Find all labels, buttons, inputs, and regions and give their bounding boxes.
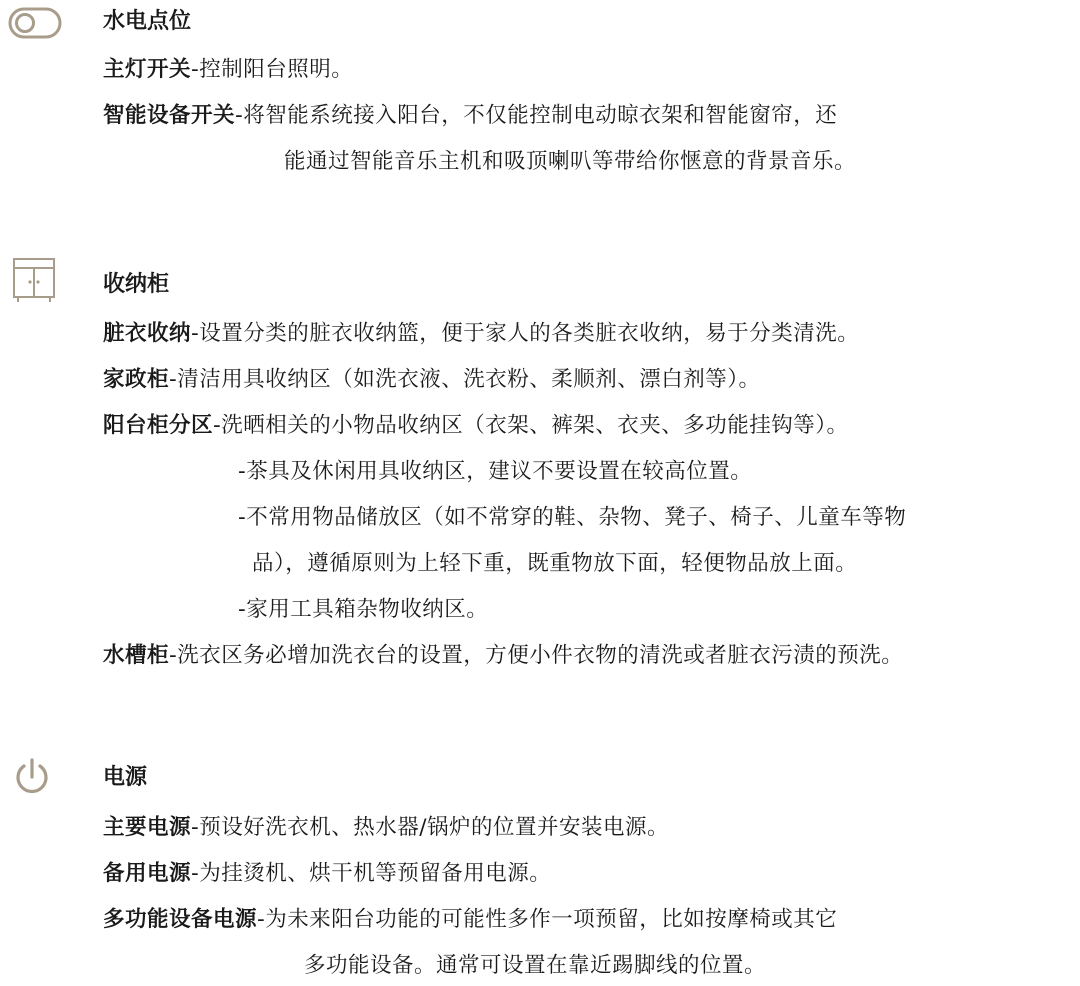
toggle-switch-icon xyxy=(8,7,62,43)
list-item xyxy=(103,365,761,395)
item-label: 脏衣收纳 xyxy=(103,321,192,346)
item-text: -控制阳台照明。 xyxy=(191,57,354,82)
list-item xyxy=(103,641,903,671)
sub-item-continuation: 品），遵循原则为上轻下重，既重物放下面，轻便物品放上面。 xyxy=(252,551,858,576)
item-text: -设置分类的脏衣收纳篮，便于家人的各类脏衣收纳，易于分类清洗。 xyxy=(191,321,860,346)
sub-item: -茶具及休闲用具收纳区，建议不要设置在较高位置。 xyxy=(238,459,753,484)
section-title: 电源 xyxy=(103,765,148,790)
item-text: -洗衣区务必增加洗衣台的设置，方便小件衣物的清洗或者脏衣污渍的预洗。 xyxy=(169,643,904,668)
item-label: 多功能设备电源 xyxy=(103,907,258,932)
item-label: 智能设备开关 xyxy=(103,103,236,128)
item-label: 主灯开关 xyxy=(103,57,192,82)
item-continuation: 多功能设备。通常可设置在靠近踢脚线的位置。 xyxy=(304,953,767,978)
list-item xyxy=(103,411,849,441)
item-continuation: 能通过智能音乐主机和吸顶喇叭等带给你惬意的背景音乐。 xyxy=(284,149,857,174)
list-item xyxy=(103,55,353,85)
section-title: 水电点位 xyxy=(103,9,192,34)
item-label: 水槽柜 xyxy=(103,643,170,668)
item-label: 阳台柜分区 xyxy=(103,413,214,438)
item-text: -为挂烫机、烘干机等预留备用电源。 xyxy=(191,861,552,886)
item-label: 家政柜 xyxy=(103,367,170,392)
list-item xyxy=(103,319,859,349)
list-item xyxy=(103,905,837,935)
list-item xyxy=(103,859,551,889)
power-icon xyxy=(12,757,52,801)
sub-item: -不常用物品储放区（如不常穿的鞋、杂物、凳子、椅子、儿童车等物 xyxy=(238,505,907,530)
list-item xyxy=(103,101,837,131)
section-title: 收纳柜 xyxy=(103,272,170,297)
item-text: -洗晒相关的小物品收纳区（衣架、裤架、衣夹、多功能挂钩等）。 xyxy=(213,413,849,438)
item-text: -预设好洗衣机、热水器/锅炉的位置并安装电源。 xyxy=(191,815,670,840)
item-label: 备用电源 xyxy=(103,861,192,886)
item-text: -清洁用具收纳区（如洗衣液、洗衣粉、柔顺剂、漂白剂等）。 xyxy=(169,367,761,392)
sub-item: -家用工具箱杂物收纳区。 xyxy=(238,597,489,622)
list-item xyxy=(103,813,669,843)
cabinet-icon xyxy=(12,257,56,307)
item-label: 主要电源 xyxy=(103,815,192,840)
item-text: -为未来阳台功能的可能性多作一项预留，比如按摩椅或其它 xyxy=(257,907,838,932)
item-text: -将智能系统接入阳台，不仅能控制电动晾衣架和智能窗帘，还 xyxy=(235,103,838,128)
